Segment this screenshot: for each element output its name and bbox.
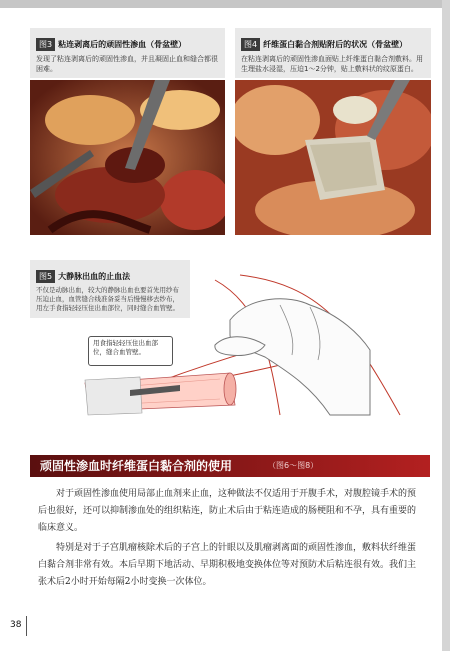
page-number: 38 bbox=[10, 620, 22, 630]
body-paragraph-1: 对于顽固性渗血使用局部止血剂来止血，这种做法不仅适用于开腹手术，对腹腔镜手术的预后也很好，还可以抑制渗血处的组织粘连，防止术后由于粘连造成的肠梗阻和不孕，具有重要的临床意义。 bbox=[38, 489, 417, 533]
fig5-callout bbox=[88, 336, 173, 366]
fig3-caption bbox=[30, 28, 225, 78]
fig4-title: 纤维蛋白黏合剂贴附后的状况（骨盆壁） bbox=[263, 40, 408, 49]
fig3-title: 粘连剥离后的顽固性渗血（骨盆壁） bbox=[58, 40, 187, 49]
fig4-label: 图4 bbox=[241, 38, 260, 51]
fig4-text: 在粘连剥离后的顽固性渗血面贴上纤维蛋白黏合剂敷料。用生理盐水浸湿，压迫1～2分钟，贴上敷料状的纹原蛋白。 bbox=[241, 55, 423, 73]
section-header bbox=[30, 455, 430, 477]
fig3-label: 图3 bbox=[36, 38, 55, 51]
page-number-divider bbox=[26, 616, 27, 636]
fig3-surgical-photo bbox=[30, 80, 225, 235]
fig3-text: 发现了粘连剥离后的顽固性渗血，并且凝固止血和缝合都很困难。 bbox=[36, 55, 218, 73]
body-paragraph-2: 特别是对于子宫肌瘤核除术后的子宫上的针眼以及肌瘤剥离面的顽固性渗血，敷料状纤维蛋白黏合剂非常有效。本后早期下地活动、早期积极地变换体位等对预防术后粘连很有效。我们主张术后2小时开始每隔2小时变换一次体位。 bbox=[38, 543, 417, 587]
fig5-callout-text: 用食指轻轻压住出血部位，缝合血管壁。 bbox=[93, 339, 158, 356]
top-border bbox=[0, 0, 450, 8]
fig5-text: 不仅是动脉出血，较大的静脉出血也要首先用纱布压迫止血，血管缝合线准备妥当后慢慢移去纱布，用左手食指轻轻压住出血部位，同时缝合血管壁。 bbox=[36, 286, 179, 312]
fig4-caption bbox=[235, 28, 431, 78]
fig5-label: 图5 bbox=[36, 270, 55, 283]
section-title: 顽固性渗血时纤维蛋白黏合剂的使用 bbox=[40, 459, 233, 473]
fig5-title: 大静脉出血的止血法 bbox=[58, 272, 131, 281]
fig4-surgical-photo bbox=[235, 80, 431, 235]
section-figure-ref: （图6～图8） bbox=[268, 461, 319, 470]
right-border bbox=[442, 0, 450, 651]
